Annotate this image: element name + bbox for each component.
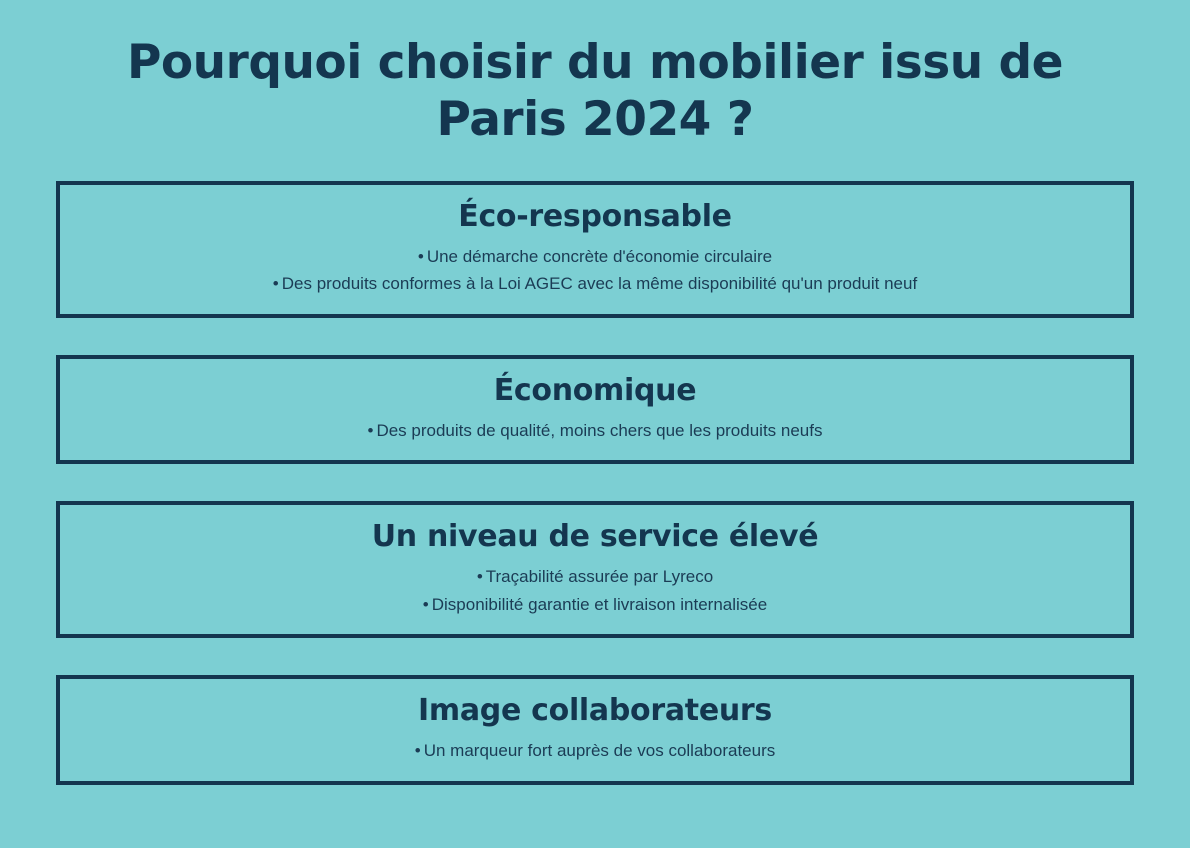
benefit-point-text: Un marqueur fort auprès de vos collaborateurs — [423, 741, 776, 761]
benefit-point-text: Des produits conformes à la Loi AGEC avec la même disponibilité qu'un produit neuf — [281, 274, 918, 294]
benefit-point-list — [80, 243, 1110, 298]
benefit-card-title: Éco-responsable — [458, 198, 732, 234]
bullet-icon: • — [422, 594, 429, 614]
benefit-card — [56, 675, 1134, 785]
benefit-point-list — [80, 563, 1110, 618]
benefit-card — [56, 501, 1134, 638]
benefit-card — [56, 181, 1134, 318]
benefit-card-title: Image collaborateurs — [418, 693, 772, 729]
benefit-point-text: Des produits de qualité, moins chers que les produits neufs — [376, 420, 823, 440]
benefit-point — [80, 737, 1110, 765]
bullet-icon: • — [414, 741, 421, 761]
bullet-icon: • — [417, 246, 424, 266]
benefit-point — [80, 563, 1110, 591]
bullet-icon: • — [476, 567, 483, 587]
benefit-point-list — [80, 737, 1110, 765]
benefit-point — [80, 417, 1110, 445]
benefit-point — [80, 591, 1110, 619]
benefit-point-text: Une démarche concrète d'économie circulaire — [426, 246, 773, 266]
benefit-card-title: Un niveau de service élevé — [371, 519, 819, 555]
benefit-point — [80, 270, 1110, 298]
benefit-card-title: Économique — [493, 372, 697, 408]
benefit-point-text: Traçabilité assurée par Lyreco — [485, 567, 714, 587]
page-title: Pourquoi choisir du mobilier issu de Paris 2024 ? — [126, 35, 1064, 148]
benefit-card — [56, 355, 1134, 465]
bullet-icon: • — [367, 420, 374, 440]
benefit-point-list — [80, 417, 1110, 445]
benefit-card-list — [56, 181, 1134, 785]
benefit-point-text: Disponibilité garantie et livraison internalisée — [431, 594, 768, 614]
bullet-icon: • — [272, 274, 279, 294]
benefit-point — [80, 243, 1110, 271]
